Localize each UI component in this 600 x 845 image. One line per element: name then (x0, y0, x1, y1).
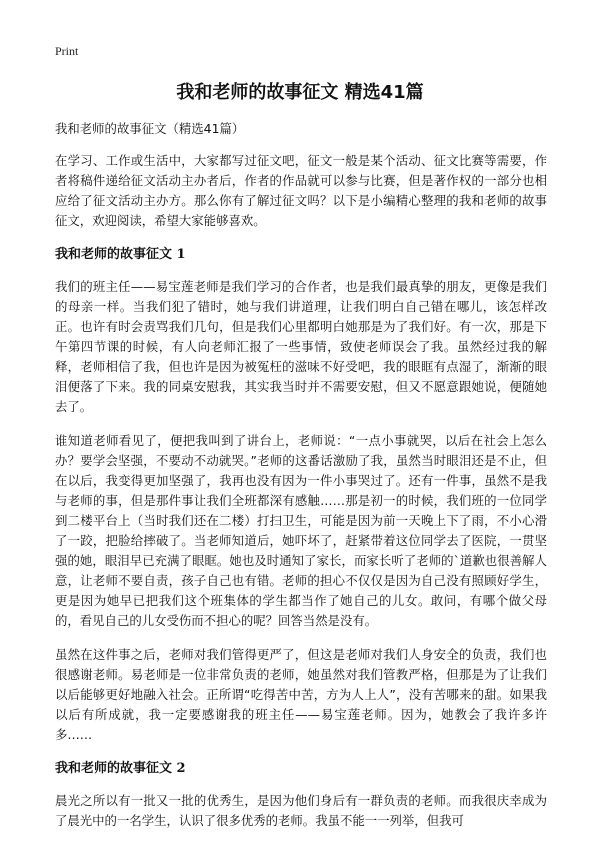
section-1-paragraph-2: 谁知道老师看见了，便把我叫到了讲台上，老师说：“一点小事就哭，以后在社会上怎么办？要学会坚强，不要动不动就哭。”老师的这番话激励了我，虽然当时眼泪还是不止，但在以后，我变得更加坚强了，我再也没有因为一件小事哭过了。还有一件事，虽然不是我与老师的事，但是那件事让我们全班都深有感触……那是初一的时候，我们班的一位同学到二楼平台上（当时我们还在二楼）打扫卫生，可能是因为前一天晚上下了雨，不小心滑了一跤，把脸给摔破了。当老师知道后，她吓坏了，赶紧带着这位同学去了医院，一贯坚强的她，眼泪早已充满了眼眶。她也及时通知了家长，而家长听了老师的`道歉也很善解人意，让老师不要自责，孩子自己也有错。老师的担心不仅仅是因为自己没有照顾好学生，更是因为她早已把我们这个班集体的学生都当作了她自己的儿女。敢问，有哪个做父母的，看见自己的儿女受伤而不担心的呢？回答当然是没有。 (55, 433, 547, 628)
section-heading-2: 我和老师的故事征文 2 (55, 761, 186, 776)
article-body (55, 119, 547, 845)
section-1-paragraph-3: 虽然在这件事之后，老师对我们管得更严了，但这是老师对我们人身安全的负责，我们也很感谢老师。易老师是一位非常负责的老师，她虽然对我们管教严格，但那是为了让我们以后能够更好地融入社会。正所谓“吃得苦中苦，方为人上人”，没有苦哪来的甜。如果我以后有所成就，我一定要感谢我的班主任——易宝莲老师。因为，她教会了我许多许多…… (55, 647, 547, 742)
article-subtitle: 我和老师的故事征文（精选41篇） (55, 121, 245, 136)
page-title: 我和老师的故事征文 精选41篇 (176, 82, 424, 103)
print-link[interactable]: Print (55, 44, 79, 58)
section-2-paragraph-1: 晨光之所以有一批又一批的优秀生，是因为他们身后有一群负责的老师。而我很庆幸成为了晨光中的一名学生，认识了很多优秀的老师。我虽不能一一列举，但我可 (55, 793, 547, 828)
section-heading-1: 我和老师的故事征文 1 (55, 247, 186, 262)
intro-paragraph: 在学习、工作或生活中，大家都写过征文吧，征文一般是某个活动、征文比赛等需要，作者将稿件递给征文活动主办者后，作者的作品就可以参与比赛，但是著作权的一部分也相应给了征文活动主办方。那么你有了解过征文吗？以下是小编精心整理的我和老师的故事征文，欢迎阅读，希望大家能够喜欢。 (55, 153, 547, 228)
section-1-paragraph-1: 我们的班主任——易宝莲老师是我们学习的合作者，也是我们最真挚的朋友，更像是我们的母亲一样。当我们犯了错时，她与我们讲道理，让我们明白自己错在哪儿，该怎样改正。也许有时会责骂我们几句，但是我们心里都明白她那是为了我们好。有一次，那是下午第四节课的时候，有人向老师汇报了一些事情，致使老师误会了我。虽然经过我的解释，老师相信了我，但也许是因为被冤枉的滋味不好受吧，我的眼眶有点湿了，渐渐的眼泪便落了下来。我的同桌安慰我，其实我当时并不需要安慰，但又不愿意跟她说，便随她去了。 (55, 279, 547, 414)
